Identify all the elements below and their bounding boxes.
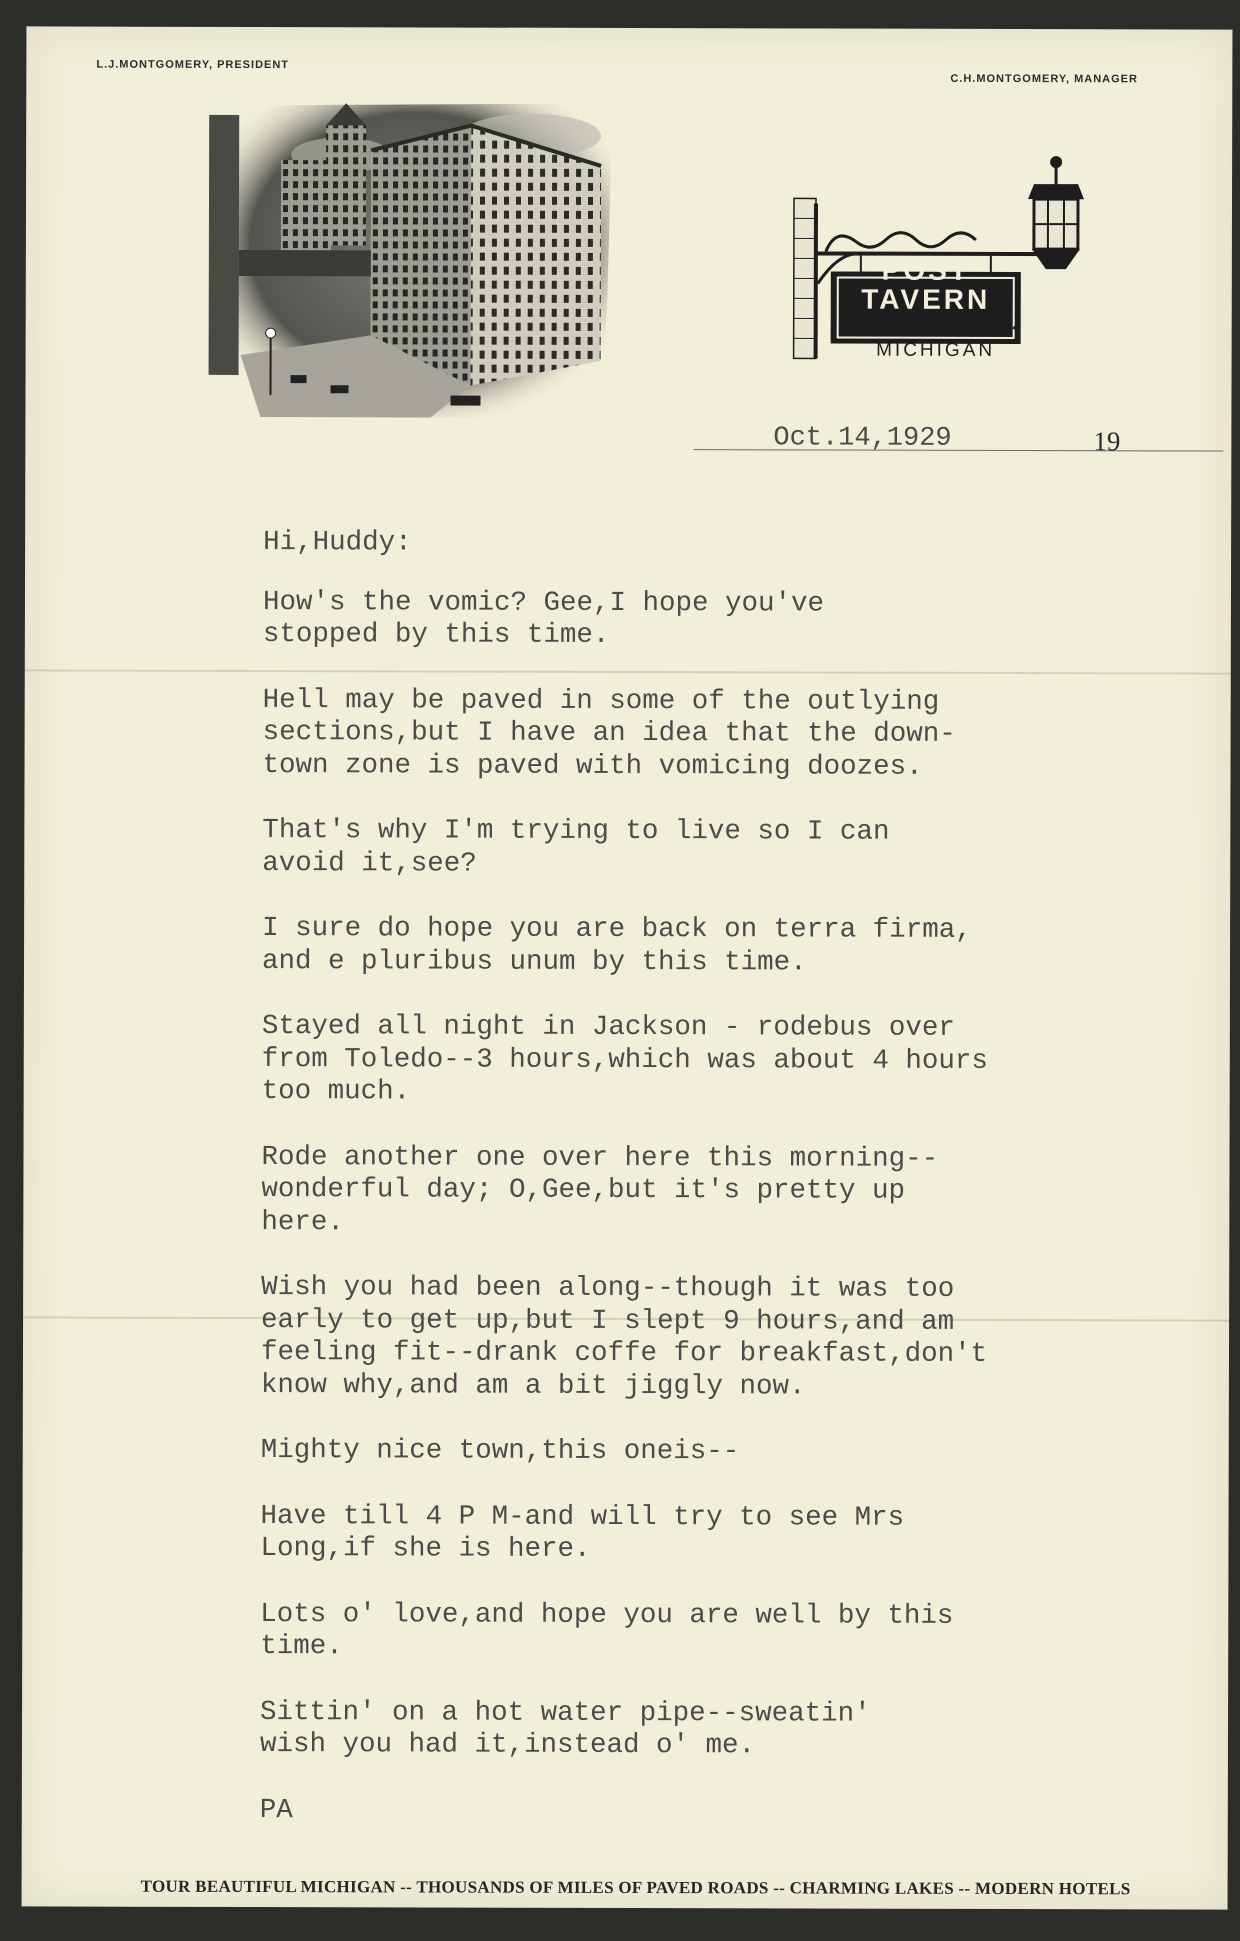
paragraph: Sittin' on a hot water pipe--sweatin' wish you had it,instead o' me. xyxy=(259,1696,871,1762)
paragraph: Have till 4 P M-and will try to see Mrs Long,if she is here. xyxy=(260,1500,905,1565)
letterhead-president: L.J.MONTGOMERY, PRESIDENT xyxy=(96,58,290,72)
paragraph: Rode another one over here this morning-- wonderful day; O,Gee,but it's pretty up here. xyxy=(261,1141,939,1238)
letterhead-city xyxy=(806,318,1066,361)
hotel-building-engraving xyxy=(200,95,621,426)
paragraph: How's the vomic? Gee,I hope you've stopped by this time. xyxy=(262,586,825,651)
typed-date: Oct.14,1929 xyxy=(773,423,952,454)
sign-title-post: POST xyxy=(881,254,970,286)
paragraph: Stayed all night in Jackson - rodebus over from Toledo--3 hours,which was about 4 hours too much. xyxy=(261,1011,988,1108)
date-line xyxy=(693,423,1223,457)
paragraph: Hell may be paved in some of the outlying sections,but I have an idea that the down- town zone is paved with vomicing doozes. xyxy=(262,684,956,783)
letterhead-city-name: BATTLE CREEK xyxy=(847,318,1025,341)
printed-year-prefix: 19 xyxy=(1093,426,1121,457)
sign-title-tavern: TAVERN xyxy=(861,283,991,315)
greeting: Hi,Huddy: xyxy=(263,527,412,559)
letter-sheet xyxy=(22,26,1233,1909)
paragraph: Wish you had been along--though it was too early to get up,but I slept 9 hours,and am feeling fit--drank coffe for breakfast,don't know why,and am a bit jiggly now. xyxy=(260,1272,988,1402)
footer-slogan: TOUR BEAUTIFUL MICHIGAN -- THOUSANDS OF MILES OF PAVED ROADS -- CHARMING LAKES -- MODERN HOTELS xyxy=(140,1876,1131,1899)
paragraph: I sure do hope you are back on terra firma, and e pluribus unum by this time. xyxy=(261,913,972,978)
paragraph: Lots o' love,and hope you are well by this time. xyxy=(260,1598,954,1663)
letterhead-manager: C.H.MONTGOMERY, MANAGER xyxy=(950,72,1138,86)
letterhead-state: MICHIGAN xyxy=(876,339,996,361)
letter-body xyxy=(260,527,1193,1862)
signature: PA xyxy=(259,1794,293,1826)
paragraph: Mighty nice town,this oneis-- xyxy=(260,1435,740,1468)
paragraph: That's why I'm trying to live so I can avoid it,see? xyxy=(262,815,890,880)
